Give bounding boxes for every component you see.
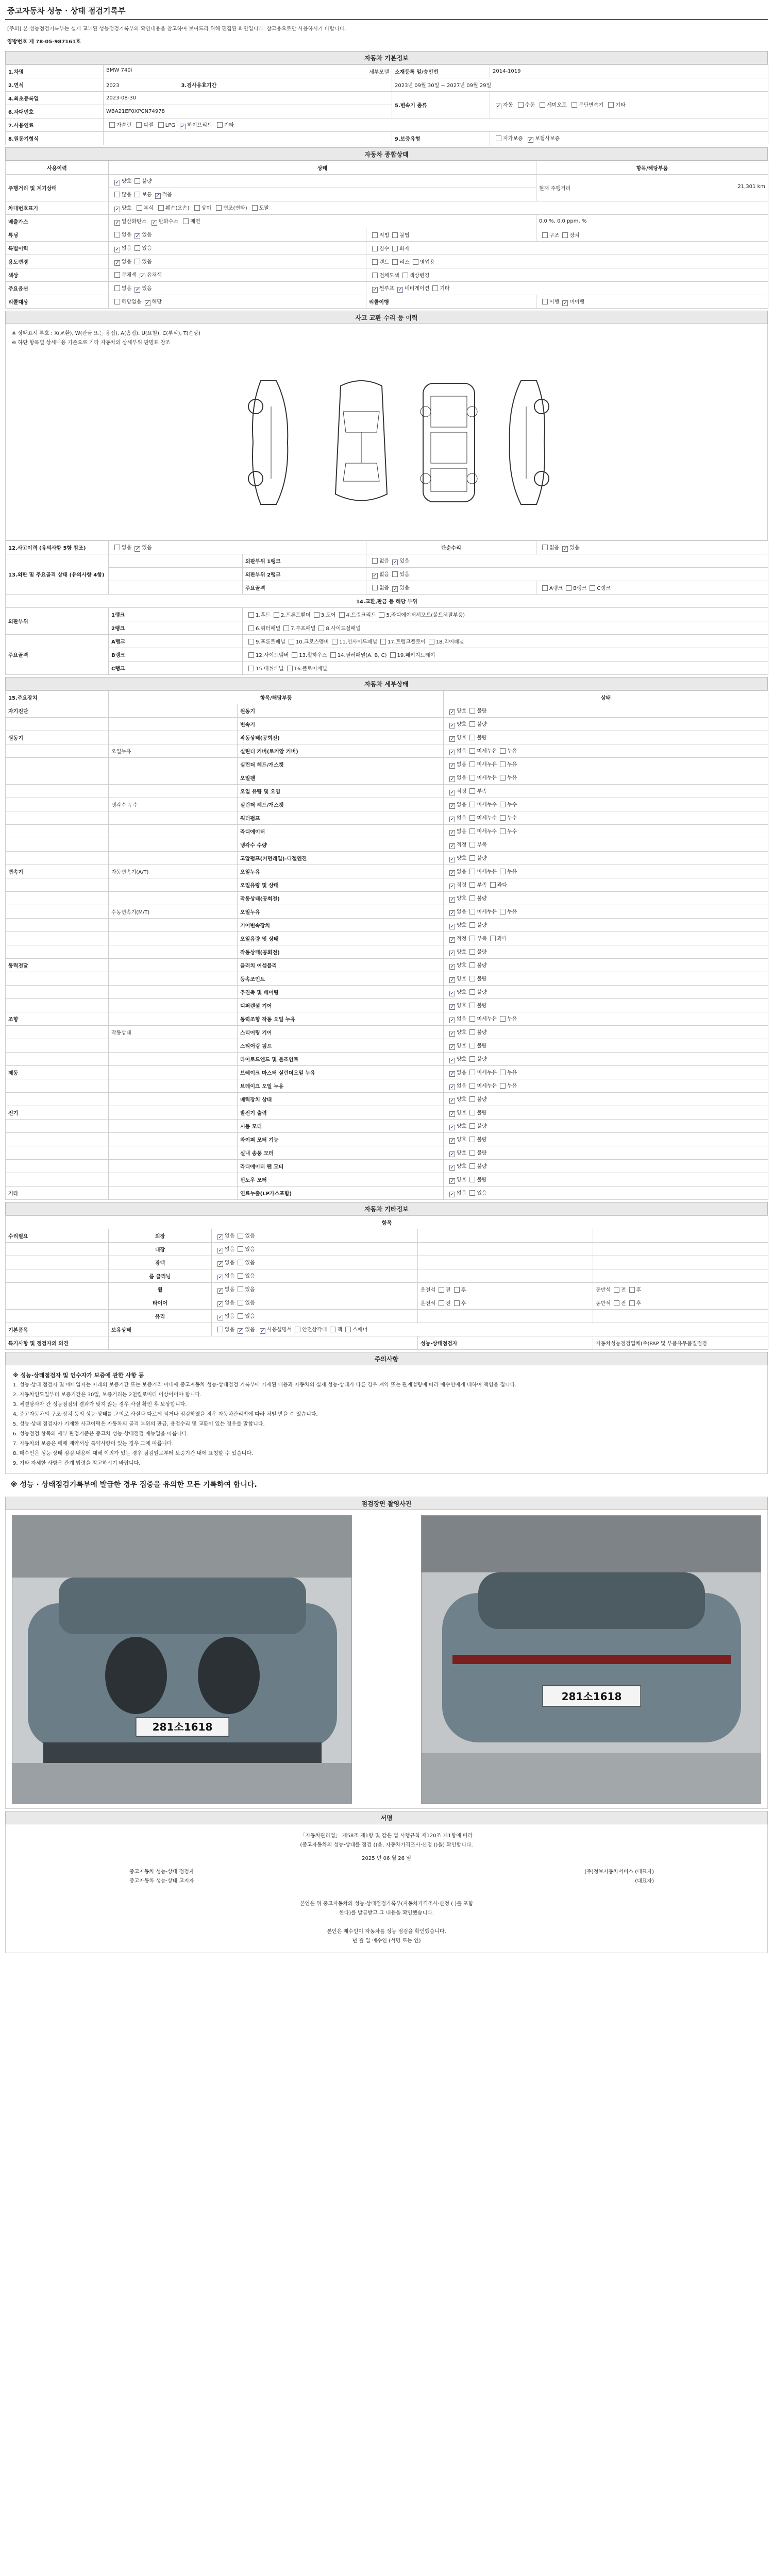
detail-row: 실린더 헤드/개스켓 ✓ 없음 미세누유 누유 [6,758,768,771]
checkbox [469,708,475,714]
checkbox [469,1190,475,1196]
fuel-options: 가솔린 디젤 LPG ✓ 하이브리드 기타 [104,118,768,132]
extra-row: 타이어 ✓ 없음 있음 운전석 전 후 동반석 전 후 [6,1296,768,1310]
checkbox [469,735,475,740]
checkbox [238,1273,243,1279]
extra-table: 항목 수리필요 외장 ✓ 없음 있음 내장 ✓ 없음 있음 광택 ✓ 없음 있음 룸 클리닝 ✓ 없음 있음 휠 ✓ 없음 있음 운전석 전 후 동반석 전 후 타이어 ✓ 없음 있음 운전석 전 후 동반석 전 후 유리 ✓ 없음 있음 기본품목 보유상태 없음✓ 있음 ✓ 사용설명서 안전삼각대 잭 스패너 특기사항 및 점검자의 의견 성능·상태점검자 자동차성능점검업체(주)PAP 및 부품유무품질점검 [5,1215,768,1350]
checkbox [449,776,455,782]
checkbox [469,1070,475,1075]
checkbox [490,936,496,941]
checkbox [217,1234,223,1240]
checkbox [449,1098,455,1104]
checkbox [469,1083,475,1089]
checkbox [469,962,475,968]
checkbox [469,882,475,888]
checkbox [469,1110,475,1115]
extra-row: 내장 ✓ 없음 있음 [6,1243,768,1256]
checkbox [469,775,475,781]
detail-row: 브레이크 오일 누유 ✓ 없음 미세누유 누유 [6,1079,768,1093]
detail-row: 기어변속장치 ✓ 양호 불량 [6,919,768,932]
checkbox [449,830,455,836]
checkbox [469,748,475,754]
extra-row: 유리 ✓ 없음 있음 [6,1310,768,1323]
checkbox [469,989,475,995]
section-general: 자동차 종합상태 [5,147,768,161]
detail-row: 오일팬 ✓ 없음 미세누유 누유 [6,771,768,785]
detail-row: 동력전달 클러치 어셈블리 ✓ 양호 불량 [6,959,768,972]
detail-row: 원동기 작동상태(공회전) ✓ 양호 불량 [6,731,768,744]
detail-row: 작동상태 스티어링 기어 ✓ 양호 불량 [6,1026,768,1039]
note-line: 7. 자동차의 보증은 매매 계약서상 특약사항이 있는 경우 그에 따릅니다. [13,1441,174,1447]
checkbox [490,882,496,888]
checkbox [217,1248,223,1253]
checkbox [500,828,506,834]
checkbox [469,1096,475,1102]
checkbox [449,897,455,903]
detail-row: 시동 모터 ✓ 양호 불량 [6,1120,768,1133]
checkbox [500,1083,506,1089]
checkbox [449,910,455,916]
checkbox [469,1177,475,1182]
checkbox [449,790,455,795]
checkbox [469,1029,475,1035]
checkbox [238,1260,243,1265]
note-line: 5. 성능·상태 점검자가 기재한 사고이력은 자동차의 골격 부위의 판금, 용접수리 및 교환이 있는 경우를 말합니다. [13,1421,265,1427]
checkbox [449,1165,455,1171]
checkbox [217,1275,223,1280]
car-bottom-icon [413,376,485,510]
car-side-left-icon [240,376,297,510]
note-line: 4. 중고자동차의 구조·장치 등의 성능·상태를 고의로 사실과 다르게 적거나 점검하였을 경우 자동차관리법에 따라 처벌 받을 수 있습니다. [13,1412,318,1417]
detail-row: 와이퍼 모터 기능 ✓ 양호 불량 [6,1133,768,1146]
detail-row: 기타 연료누출(LP가스포함) ✓ 없음 있음 [6,1187,768,1200]
detail-row: 오일유량 및 상태 ✓ 적정 부족 과다 [6,932,768,945]
detail-row: 전기 발전기 출력 ✓ 양호 불량 [6,1106,768,1120]
checkbox [469,1016,475,1022]
checkbox [238,1233,243,1239]
checkbox [469,949,475,955]
checkbox [449,924,455,929]
section-photos: 점검장면 촬영사진 [5,1497,768,1510]
checkbox [449,964,455,970]
photo-front [12,1515,352,1804]
svg-text:281소1618: 281소1618 [152,1721,213,1733]
detail-table: 15.주요장치 항목/해당부품 상태 자기진단 원동기 ✓ 양호 불량 변속기 ✓ 양호 불량 원동기 작동상태(공회전) ✓ 양호 불량 오일누유 실린더 커버(로커암 커버) ✓ 없음 미세누유 누유 실린더 헤드/개스켓 ✓ 없음 미세누유 누유 오일팬 ✓ 없음 미세누유 누유 오일 유량 및 오염 ✓ 적정 부족 냉각수 누수 실린더 헤드/개스켓 ✓ 없음 미세누수 누수 워터펌프 ✓ 없음 미세누수 누수 라디에이터 ✓ 없음 미세누수 누수 냉각수 수량 ✓ 적정 부족 고압펌프(커먼레일)-디젤엔진 ✓ 양호 불량 변속기 자동변속기(A/T) 오일누유 ✓ 없음 미세누유 누유 오일유량 및 상태 ✓ 적정 부족 과다 작동상태(공회전) ✓ 양호 불량 수동변속기(M/T) 오일누유 ✓ 없음 미세누유 누유 기어변속장치 ✓ 양호 불량 오일유량 및 상태 ✓ 적정 부족 과다 작동상태(공회전) ✓ 양호 불량 동력전달 클러치 어셈블리 ✓ 양호 불량 등속조인트 ✓ 양호 불량 추진축 및 베어링 ✓ 양호 불량 디퍼렌셜 기어 ✓ 양호 불량 조향 동력조향 작동 오일 누유 ✓ 없음 미세누유 누유 작동상태 스티어링 기어 ✓ 양호 불량 스티어링 펌프 ✓ 양호 불량 타이로드엔드 및 볼조인트 ✓ 양호 불량 제동 브레이크 마스터 실린더오일 누유 ✓ 없음 미세누유 누유 브레이크 오일 누유 ✓ 없음 미세누유 누유 배력장치 상태 ✓ 양호 불량 전기 발전기 출력 ✓ 양호 불량 시동 모터 ✓ 양호 불량 와이퍼 모터 기능 ✓ 양호 불량 실내 송풍 모터 ✓ 양호 불량 라디에이터 팬 모터 ✓ 양호 불량 윈도우 모터 ✓ 양호 불량 기타 연료누출(LP가스포함) ✓ 없음 있음 [5,690,768,1200]
checkbox [238,1286,243,1292]
checkbox [449,937,455,943]
section-notes: 주의사항 [5,1352,768,1365]
checkbox [449,1018,455,1023]
note-line: 1. 성능·상태 점검자 및 매매업자는 아래의 보증기간 또는 보증거리 이내에 중고자동차 성능·상태점검 기록부에 기재된 내용과 자동차의 실제 성능·상태가 다른 경우 계약 또는 관계법령에 따라 매수인에게 대하여 책임을 집니다. [13,1382,517,1388]
extra-row: 룸 클리닝 ✓ 없음 있음 [6,1269,768,1283]
checkbox [217,1261,223,1267]
checkbox [469,1123,475,1129]
note-line: 8. 매수인은 성능·상태 점검 내용에 대해 이의가 있는 경우 점검일로부터 보증기간 내에 요청할 수 있습니다. [13,1451,254,1456]
detail-row: 라디에이터 팬 모터 ✓ 양호 불량 [6,1160,768,1173]
general-table: 사용이력 상태 항목/해당부품 주행거리 및 계기상태 ✓양호 불량 현재 주행거리 21,301 km 많음 보통✓ 적음 차대번호표기 ✓ 양호 부식 훼손(오손) 상이 변조(변타) 도말 배출가스 ✓ 일산화탄소 ✓ 탄화수소 매연 0.0 %, 0.0 ppm, % 튜닝 없음✓ 있음 적법 불법 구조 장치 특별이력 ✓ 없음 있음 침수 화재 용도변경 ✓ 없음 있음 렌트 리스 영업용 색상 무채색✓ 유채색 전체도색 색상변경 주요옵션 없음✓ 있음 ✓ 썬루프✓ 네비게이션 기타 리콜대상 해당없음✓ 해당 리콜이행 이행✓ 미이행 [5,161,768,309]
detail-row: 냉각수 수량 ✓ 적정 부족 [6,838,768,852]
checkbox [449,1192,455,1197]
detail-row: 변속기 자동변속기(A/T) 오일누유 ✓ 없음 미세누유 누유 [6,865,768,878]
checkbox [469,909,475,914]
checkbox [449,1178,455,1184]
checkbox [500,761,506,767]
checkbox [449,991,455,996]
checkbox [449,1031,455,1037]
basic-table: 1.차명 BMW 740i 세부모델 소재등록 일/승인번 2014-1019 2.연식 2023 3.검사유효기간 2023년 09월 30일 ~ 2027년 09월 29일 4.최초등록일 2023-08-30 5.변속기 종류 ✓ 자동 수동 세미오토 무단변속기 기타 6.차대번호 WBA21EF0XPCN74978 7.사용연료 가솔린 디젤 LPG ✓ 하이브리드 기타 8.원동기형식 9.보증유형 자가보증 ✓ 보험사보증 [5,64,768,145]
checkbox [449,803,455,809]
checkbox [449,1044,455,1050]
checkbox [469,1137,475,1142]
checkbox [500,748,506,754]
car-diagram: ※ 상태표시 부호 : X(교환), W(판금 또는 용접), A(흠집), U(요철), C(부식), T(손상) ※ 하단 항목별 상세내용 기준으로 기타 자동차의 상세부위 판명표 참조 [5,324,768,540]
document-title: 중고자동차 성능 · 상태 점검기록부 [5,0,768,20]
checkbox [449,763,455,769]
section-extra: 자동차 기타정보 [5,1202,768,1215]
checkbox [469,1163,475,1169]
checkbox [500,815,506,821]
checkbox [449,870,455,876]
checkbox [469,788,475,794]
detail-row: 변속기 ✓ 양호 불량 [6,718,768,731]
section-detail: 자동차 세부상태 [5,677,768,690]
photo-rear [421,1515,761,1804]
checkbox [217,1315,223,1320]
checkbox [449,1071,455,1077]
checkbox [449,1111,455,1117]
checkbox [469,922,475,928]
detail-row: 고압펌프(커먼레일)-디젤엔진 ✓ 양호 불량 [6,852,768,865]
note-line: 2. 자동차인도일부터 보증기간은 30일, 보증거리는 2천킬로미터 이상이어야 합니다. [13,1392,202,1398]
checkbox [500,1070,506,1075]
checkbox [469,855,475,861]
checkbox [469,1043,475,1048]
checkbox [469,721,475,727]
notice-text: [주의] 본 성능점검기록부는 실제 교부된 성능점검기록부의 확인내용을 참고하여 보여드리 위해 편집된 화면입니다. 참고용으로만 사용하시기 바랍니다. [7,26,346,32]
document-number: 양방번호 제 78-05-987161호 [7,39,81,45]
checkbox [469,869,475,874]
detail-row: 제동 브레이크 마스터 실린더오일 누유 ✓ 없음 미세누유 누유 [6,1066,768,1079]
checkbox [238,1300,243,1306]
detail-row: 추진축 및 베어링 ✓ 양호 불량 [6,986,768,999]
section-basic: 자동차 기본정보 [5,51,768,64]
detail-row: 자기진단 원동기 ✓ 양호 불량 [6,704,768,718]
checkbox [500,869,506,874]
checkbox [449,951,455,956]
trans-options: ✓ 자동 수동 세미오토 무단변속기 기타 [490,92,768,118]
checkbox [449,1125,455,1130]
detail-row: 오일 유량 및 오염 ✓ 적정 부족 [6,785,768,798]
checkbox [449,817,455,822]
note-line: 9. 기타 자세한 사항은 관계 법령을 참고하시기 바랍니다. [13,1461,141,1466]
checkbox [449,1138,455,1144]
detail-row: 워터펌프 ✓ 없음 미세누수 누수 [6,811,768,825]
checkbox [469,1003,475,1008]
checkbox [500,909,506,914]
checkbox [469,815,475,821]
checkbox [449,723,455,728]
detail-row: 냉각수 누수 실린더 헤드/개스켓 ✓ 없음 미세누수 누수 [6,798,768,811]
checkbox [238,1246,243,1252]
checkbox [469,936,475,941]
checkbox [469,976,475,981]
accident-table: 12.사고이력 (유의사항 5항 참조) 없음✓ 있음 단순수리 없음✓ 있음 13.외판 및 주요골격 상태 (유의사항 4항) 외판부위 1랭크 없음✓ 있음 외판부위 2랭크 ✓ 없음 있음 주요골격 없음✓ 있음 A랭크 B랭크 C랭크 14.교환,판금 등 해당 부위 외판부위 1랭크 1.후드 2.프론트휀더 3.도어 4.트렁크리드 5.라디에이터서포트(볼트체결부품) 2랭크 6.쿼터패널 7.루프패널 8.사이드실패널 주요골격 A랭크 9.프론트패널 10.크로스멤버 11.인사이드패널 17.트렁크플로어 18.리어패널 B랭크 12.사이드멤버 13.휠하우스 14.필러패널(A, B, C) 19.패키지트레이 C랭크 15.대쉬패널 16.플로어패널 [5,540,768,675]
detail-row: 배력장치 상태 ✓ 양호 불량 [6,1093,768,1106]
checkbox [449,750,455,755]
checkbox [449,977,455,983]
detail-row: 오일누유 실린더 커버(로커암 커버) ✓ 없음 미세누유 누유 [6,744,768,758]
checkbox [449,1004,455,1010]
notes-block: ※ 성능·상태점검자 및 인수자가 보증에 관한 사항 등 1. 성능·상태 점검자 및 매매업자는 아래의 보증기간 또는 보증거리 이내에 중고자동차 성능·상태점검 기록부에 기재된 내용과 자동차의 실제 성능·상태가 다른 경우 계약 또는 관계법령에 따라 매수인에게 대하여 책임을 집니다. 2. 자동차인도일부터 보증기간은 30일, 보증거리는 2천킬로미터 이상이어야 합니다. 3. 체결당사자 간 성능점검의 결과가 맞지 않는 경우 사실 확인 후 보상합니다. 4. 중고자동차의 구조·장치 등의 성능·상태를 고의로 사실과 다르게 적거나 점검하였을 경우 자동차관리법에 따라 처벌 받을 수 있습니다. 5. 성능·상태 점검자가 기재한 사고이력은 자동차의 골격 부위의 판금, 용접수리 및 교환이 있는 경우를 말합니다. 6. 성능점검 항목의 세부 판정기준은 중고차 성능·상태점검 매뉴얼을 따릅니다. 7. 자동차의 보증은 매매 계약서상 특약사항이 있는 경우 그에 따릅니다. 8. 매수인은 성능·상태 점검 내용에 대해 이의가 있는 경우 점검일로부터 보증기간 내에 요청할 수 있습니다. 9. 기타 자세한 사항은 관계 법령을 참고하시기 바랍니다. [5,1365,768,1474]
checkbox [500,775,506,781]
section-sign: 서명 [5,1811,768,1824]
checkbox [449,736,455,742]
car-top-icon [325,376,397,510]
checkbox [449,1058,455,1063]
svg-text:281소1618: 281소1618 [561,1690,622,1703]
checkbox [469,1056,475,1062]
detail-row: 작동상태(공회전) ✓ 양호 불량 [6,945,768,959]
photos-block [5,1510,768,1809]
extra-row: 광택 ✓ 없음 있음 [6,1256,768,1269]
checkbox [238,1313,243,1319]
detail-row: 조향 동력조향 작동 오일 누유 ✓ 없음 미세누유 누유 [6,1012,768,1026]
checkbox [449,884,455,889]
detail-row: 실내 송풍 모터 ✓ 양호 불량 [6,1146,768,1160]
checkbox [469,828,475,834]
checkbox [217,1301,223,1307]
car-side-right-icon [500,376,557,510]
note-line: 3. 체결당사자 간 성능점검의 결과가 맞지 않는 경우 사실 확인 후 보상합니다. [13,1402,187,1408]
checkbox [469,895,475,901]
detail-row: 디퍼렌셜 기어 ✓ 양호 불량 [6,999,768,1012]
section-accident: 사고 교환 수리 등 이력 [5,311,768,324]
checkbox [469,802,475,807]
detail-row: 오일유량 및 상태 ✓ 적정 부족 과다 [6,878,768,892]
checkbox [449,709,455,715]
checkbox [217,1288,223,1294]
detail-row: 작동상태(공회전) ✓ 양호 불량 [6,892,768,905]
checkbox [449,1084,455,1090]
extra-row: 수리필요 외장 ✓ 없음 있음 [6,1229,768,1243]
detail-row: 윈도우 모터 ✓ 양호 불량 [6,1173,768,1187]
detail-row: 라디에이터 ✓ 없음 미세누수 누수 [6,825,768,838]
checkbox [500,1016,506,1022]
sign-block: 「자동차관리법」 제58조 제1항 및 같은 법 시행규칙 제120조 제1항에 따라 (중고자동차의 성능·상태를 점검 ()을, 자동차가격조사·산정 ()을) 확인합니다. 2025 년 06 월 26 일 중고자동차 성능·상태 점검자 (주)정보자동차서비스 (대표자) 중고자동차 성능·상태 고지자 (대표자) 본인은 위 중고자동차의 성능·상태점검기록부(자동차가격조사·산정 ( )를 포함 한다)를 발급받고 그 내용을 확인했습니다. 본인은 매수인이 자동차를 성능 점검을 확인했습니다. 년 월 일 매수인 (서명 또는 인) [5,1824,768,1953]
checkbox [449,857,455,862]
note-line: 6. 성능점검 항목의 세부 판정기준은 중고차 성능·상태점검 매뉴얼을 따릅니다. [13,1431,189,1437]
detail-row: 타이로드엔드 및 볼조인트 ✓ 양호 불량 [6,1053,768,1066]
checkbox [469,1150,475,1156]
detail-row: 스티어링 펌프 ✓ 양호 불량 [6,1039,768,1053]
checkbox [449,1151,455,1157]
warning-text: ※ 성능 · 상태점검기록부에 발급한 경우 집중을 유의한 모든 기록하여 합니다. [10,1481,257,1489]
checkbox [469,761,475,767]
checkbox [449,843,455,849]
extra-row: 휠 ✓ 없음 있음 운전석 전 후 동반석 전 후 [6,1283,768,1296]
checkbox [500,802,506,807]
detail-row: 수동변속기(M/T) 오일누유 ✓ 없음 미세누유 누유 [6,905,768,919]
detail-row: 등속조인트 ✓ 양호 불량 [6,972,768,986]
checkbox [469,842,475,848]
